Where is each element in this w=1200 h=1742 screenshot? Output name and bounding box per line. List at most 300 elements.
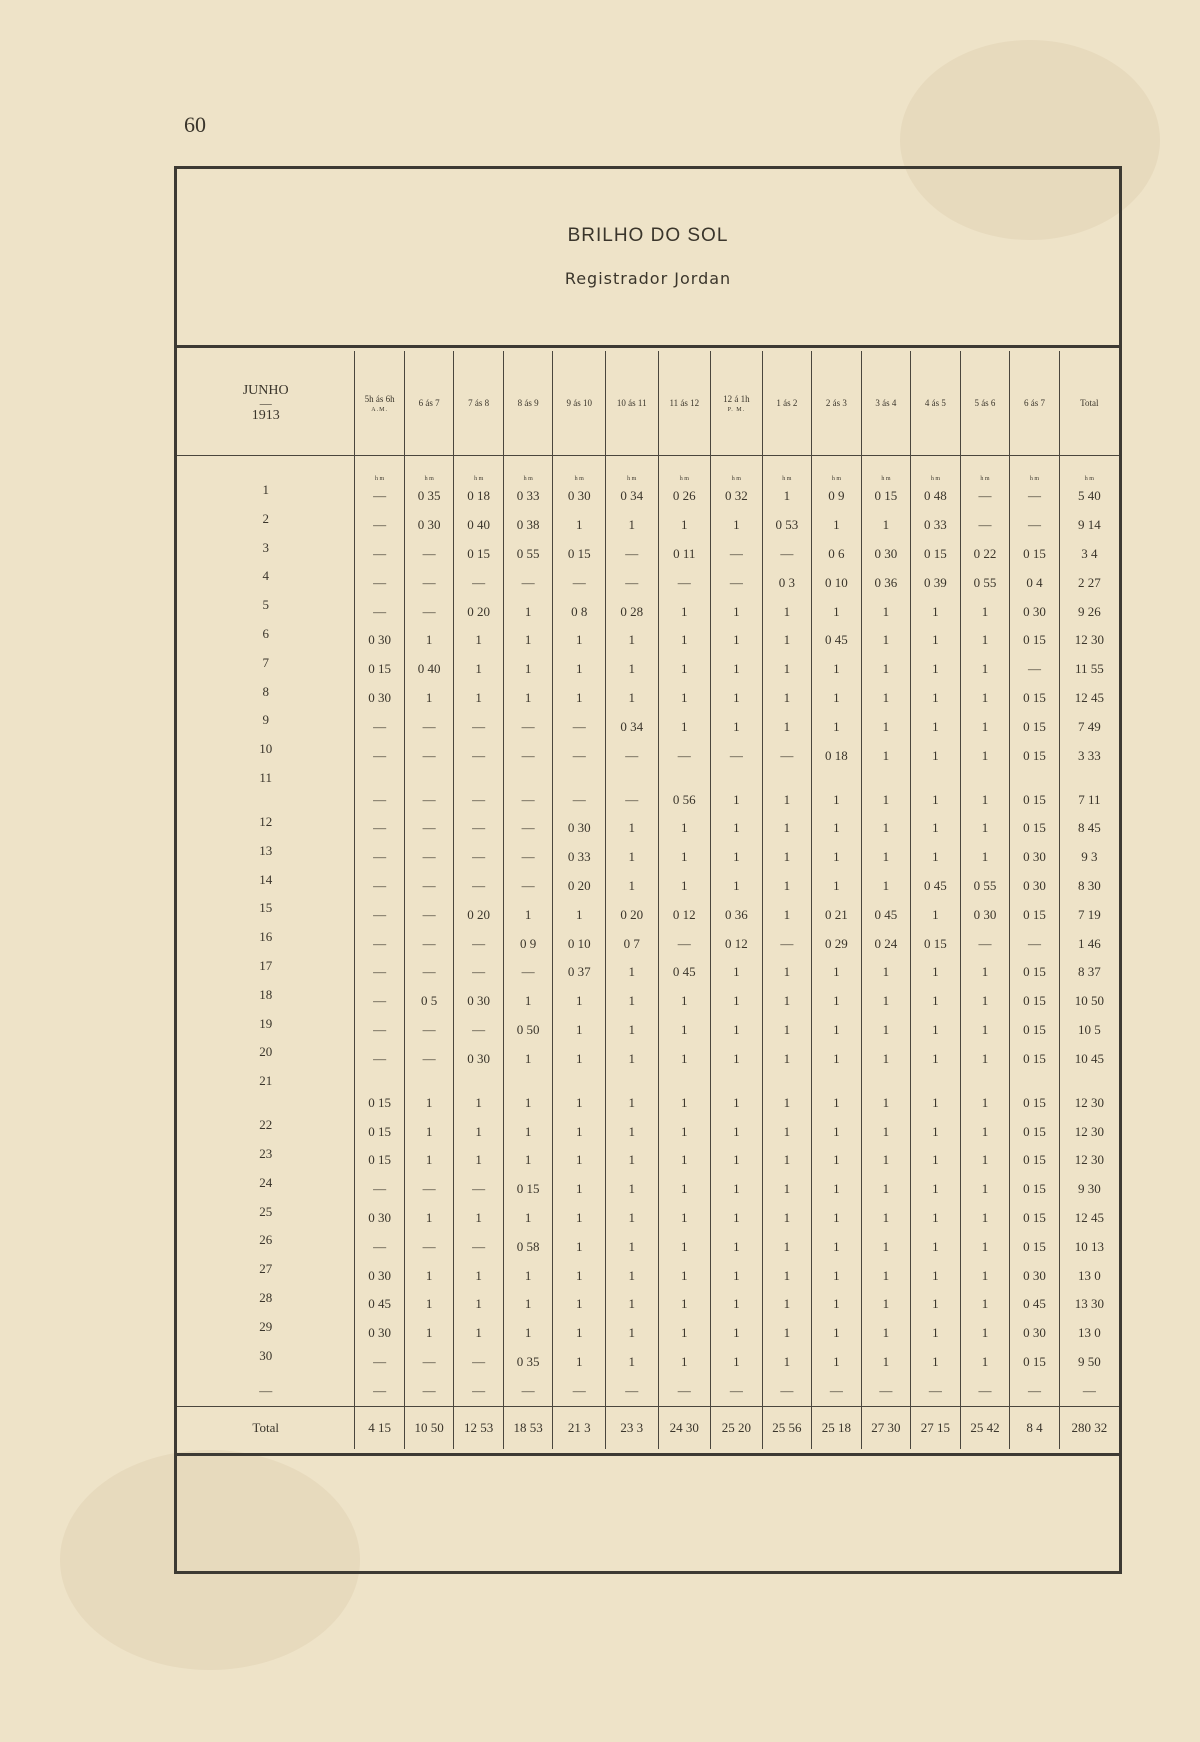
hour-cell: 1 [404, 1073, 454, 1117]
hour-cell: 1 [960, 1117, 1010, 1146]
hour-cell: 1 [762, 814, 812, 843]
day-number: 21 [259, 1073, 273, 1089]
hour-cell: 1 [503, 987, 553, 1016]
hour-cell: 1 [711, 655, 763, 684]
hour-cell: 0 15 [1010, 626, 1060, 655]
hour-cell: — [404, 741, 454, 770]
table-row [177, 655, 1119, 684]
hour-cell: — [605, 741, 658, 770]
hour-cell: 1 [711, 987, 763, 1016]
total-label: Total [177, 1407, 355, 1450]
hour-cell: 1 [503, 1319, 553, 1348]
hour-cell: 1 [658, 1175, 711, 1204]
hour-cell: 1 [454, 626, 504, 655]
hour-cell: 1 [812, 511, 862, 540]
row-total-cell: 12 45 [1059, 684, 1119, 713]
hour-cell: 1 [605, 987, 658, 1016]
hour-cell: — [355, 814, 405, 843]
hour-cell: 1 [960, 741, 1010, 770]
table-frame [174, 166, 1122, 1574]
hour-cell: 0 33 [911, 511, 961, 540]
hour-cell: 1 [658, 1290, 711, 1319]
hour-cell: — [454, 1232, 504, 1261]
hour-cell: 0 20 [454, 597, 504, 626]
hour-cell: — [762, 540, 812, 569]
dash-cell: — [355, 1376, 405, 1407]
hour-cell: 1 [605, 1261, 658, 1290]
hour-cell: 1 [762, 1204, 812, 1233]
grand-total-cell: 280 32 [1059, 1407, 1119, 1450]
hour-cell: 1 [503, 1204, 553, 1233]
hour-cell: 1 [762, 1261, 812, 1290]
hour-cell: — [503, 872, 553, 901]
hour-cell: 1 [762, 1232, 812, 1261]
hour-cell: 1 [861, 626, 911, 655]
hour-cell: — [404, 1175, 454, 1204]
hour-cell: 1 [553, 626, 606, 655]
hour-cell: 1 [762, 1319, 812, 1348]
hour-cell: 1 [454, 1146, 504, 1175]
table-row [177, 1175, 1119, 1204]
bottom-rule [177, 1453, 1119, 1456]
unit-label: h m [658, 456, 711, 483]
hour-cell: — [355, 1044, 405, 1073]
column-total-cell: 23 3 [605, 1407, 658, 1450]
hour-cell: 1 [454, 655, 504, 684]
dash-cell: — [658, 1376, 711, 1407]
dash-cell: — [960, 1376, 1010, 1407]
hour-cell: 1 [711, 1290, 763, 1319]
row-total-cell: 10 5 [1059, 1016, 1119, 1045]
hour-cell: 1 [404, 1319, 454, 1348]
hour-cell: 1 [711, 511, 763, 540]
table-row [177, 1044, 1119, 1073]
dash-cell: — [503, 1376, 553, 1407]
hour-cell: 1 [503, 1073, 553, 1117]
hour-cell: 0 20 [605, 900, 658, 929]
hour-cell: 1 [812, 1204, 862, 1233]
header-rule [177, 345, 1119, 348]
hour-cell: 0 40 [404, 655, 454, 684]
hour-cell: 1 [960, 1146, 1010, 1175]
hour-cell: — [404, 929, 454, 958]
hour-cell: 1 [605, 1319, 658, 1348]
row-total-cell: 12 30 [1059, 626, 1119, 655]
page-title: BRILHO DO SOL [567, 225, 729, 246]
dash-cell: — [861, 1376, 911, 1407]
hour-cell: 1 [605, 814, 658, 843]
hour-cell: 1 [812, 1319, 862, 1348]
hour-cell: 1 [658, 597, 711, 626]
hour-cell: 1 [605, 958, 658, 987]
table-row [177, 712, 1119, 741]
hour-cell: 1 [711, 1232, 763, 1261]
hour-cell: — [553, 741, 606, 770]
hour-cell: — [454, 741, 504, 770]
hour-cell: — [503, 958, 553, 987]
hour-cell: 1 [861, 958, 911, 987]
dash-cell: — [812, 1376, 862, 1407]
hour-cell: 1 [605, 511, 658, 540]
hour-cell: 1 [553, 511, 606, 540]
hour-cell: — [355, 597, 405, 626]
day-number: 22 [259, 1117, 273, 1133]
table-row [177, 1261, 1119, 1290]
day-number: 8 [262, 683, 269, 699]
hour-cell: 1 [404, 1146, 454, 1175]
row-total-cell: 12 30 [1059, 1117, 1119, 1146]
dash-cell: — [1010, 1376, 1060, 1407]
hour-cell: 1 [711, 597, 763, 626]
column-total-cell: 12 53 [454, 1407, 504, 1450]
hour-cell: 1 [658, 1232, 711, 1261]
hour-cell: 1 [605, 1175, 658, 1204]
hour-column-header [658, 351, 711, 456]
hour-cell: 1 [960, 597, 1010, 626]
hour-cell: — [404, 1016, 454, 1045]
hour-cell: 1 [404, 626, 454, 655]
hour-cell: 1 [711, 1117, 763, 1146]
hour-cell: — [454, 770, 504, 814]
hour-cell: 1 [861, 770, 911, 814]
hour-cell: 1 [861, 741, 911, 770]
hour-cell: 0 30 [454, 1044, 504, 1073]
hour-cell: — [355, 1232, 405, 1261]
hour-cell: 1 [762, 1290, 812, 1319]
hour-cell: 1 [762, 1348, 812, 1377]
hour-cell: — [503, 568, 553, 597]
hour-cell: — [1010, 929, 1060, 958]
day-number: 4 [262, 568, 269, 584]
day-number: 6 [262, 625, 269, 641]
row-total-cell: 8 45 [1059, 814, 1119, 843]
day-number: 25 [259, 1203, 273, 1219]
dash-cell: — [1059, 1376, 1119, 1407]
hour-cell: 0 9 [503, 929, 553, 958]
hour-cell: 1 [711, 843, 763, 872]
hour-cell: 0 15 [1010, 1175, 1060, 1204]
hour-cell: — [404, 1232, 454, 1261]
table-row [177, 929, 1119, 958]
hour-cell: 0 30 [553, 482, 606, 511]
hour-cell: 0 12 [658, 900, 711, 929]
hour-cell: 1 [605, 655, 658, 684]
hour-cell: 0 45 [355, 1290, 405, 1319]
hour-cell: 0 35 [404, 482, 454, 511]
day-number: 24 [259, 1174, 273, 1190]
unit-label: h m [911, 456, 961, 483]
hour-column-header [553, 351, 606, 456]
hour-cell: 1 [553, 1044, 606, 1073]
column-total-cell: 25 20 [711, 1407, 763, 1450]
hour-cell: 1 [812, 597, 862, 626]
table-row [177, 741, 1119, 770]
hour-cell: 0 11 [658, 540, 711, 569]
hour-cell: 1 [911, 1232, 961, 1261]
hour-cell: 1 [960, 684, 1010, 713]
hour-cell: 1 [553, 1016, 606, 1045]
hour-cell: 0 50 [503, 1016, 553, 1045]
hour-column-header [812, 351, 862, 456]
hour-cell: — [503, 843, 553, 872]
hour-cell: 1 [861, 511, 911, 540]
day-number: 1 [262, 482, 269, 497]
hour-cell: — [1010, 482, 1060, 511]
hour-cell: 1 [762, 626, 812, 655]
hour-column-header [503, 351, 553, 456]
hour-cell: 1 [454, 1319, 504, 1348]
hour-cell: — [404, 814, 454, 843]
month-label: JUNHO [242, 383, 289, 398]
hour-cell: 1 [658, 987, 711, 1016]
column-total-cell: 10 50 [404, 1407, 454, 1450]
unit-label: h m [1059, 456, 1119, 483]
hour-cell: — [605, 770, 658, 814]
hour-cell: 1 [454, 1290, 504, 1319]
table-row [177, 1232, 1119, 1261]
hour-cell: 1 [911, 597, 961, 626]
day-number: 14 [259, 871, 273, 887]
hour-cell: 1 [404, 1117, 454, 1146]
day-number: 26 [259, 1232, 273, 1248]
totals-row [177, 1407, 1119, 1450]
hour-cell: 1 [711, 684, 763, 713]
hour-cell: 1 [960, 655, 1010, 684]
hour-cell: 0 15 [1010, 900, 1060, 929]
hour-cell: 1 [812, 684, 862, 713]
day-number: 9 [262, 712, 269, 728]
hour-cell: 1 [553, 1290, 606, 1319]
column-total-cell: 24 30 [658, 1407, 711, 1450]
hour-cell: 1 [911, 1117, 961, 1146]
unit-label: h m [960, 456, 1010, 483]
column-total-cell: 27 15 [911, 1407, 961, 1450]
hour-cell: — [355, 568, 405, 597]
header-label: 4 ás 5 [924, 398, 946, 408]
hour-cell: — [960, 929, 1010, 958]
hour-cell: 0 15 [1010, 1146, 1060, 1175]
hour-cell: 1 [503, 1044, 553, 1073]
hour-cell: 1 [658, 712, 711, 741]
hour-cell: 0 38 [503, 511, 553, 540]
hour-cell: 1 [861, 1044, 911, 1073]
hour-cell: 0 6 [812, 540, 862, 569]
hour-cell: 0 4 [1010, 568, 1060, 597]
hour-cell: 1 [960, 1348, 1010, 1377]
day-number: 19 [259, 1015, 273, 1031]
hour-cell: 0 30 [1010, 1261, 1060, 1290]
hour-cell: 0 45 [1010, 1290, 1060, 1319]
hour-column-header [960, 351, 1010, 456]
hour-cell: 1 [404, 1290, 454, 1319]
hour-cell: 1 [658, 1016, 711, 1045]
unit-label: h m [605, 456, 658, 483]
row-total-cell: 13 0 [1059, 1319, 1119, 1348]
row-total-cell: 9 14 [1059, 511, 1119, 540]
hour-cell: 0 15 [1010, 540, 1060, 569]
column-total-cell: 25 56 [762, 1407, 812, 1450]
table-row [177, 958, 1119, 987]
hour-cell: 0 35 [503, 1348, 553, 1377]
hour-cell: 1 [454, 1261, 504, 1290]
hour-cell: — [355, 872, 405, 901]
hour-cell: 1 [911, 655, 961, 684]
day-number: 3 [262, 539, 269, 555]
column-total-cell: 21 3 [553, 1407, 606, 1450]
header-label: 9 ás 10 [566, 398, 592, 408]
unit-label: h m [454, 456, 504, 483]
hour-cell: 1 [658, 655, 711, 684]
hour-cell: — [711, 568, 763, 597]
hour-column-header [861, 351, 911, 456]
hour-cell: 1 [960, 987, 1010, 1016]
table-row [177, 1348, 1119, 1377]
hour-cell: 1 [960, 1175, 1010, 1204]
hour-cell: 1 [812, 1290, 862, 1319]
row-total-cell: 7 11 [1059, 770, 1119, 814]
hour-cell: 0 15 [1010, 684, 1060, 713]
hour-cell: 1 [404, 1204, 454, 1233]
hour-cell: 1 [960, 1232, 1010, 1261]
day-number: 17 [259, 957, 273, 973]
hour-cell: 1 [658, 626, 711, 655]
hour-cell: 0 26 [658, 482, 711, 511]
hour-cell: — [355, 1175, 405, 1204]
header-label: 7 ás 8 [468, 398, 490, 408]
hour-cell: — [503, 712, 553, 741]
hour-cell: 1 [960, 843, 1010, 872]
hour-cell: 0 30 [1010, 872, 1060, 901]
hour-cell: 1 [911, 987, 961, 1016]
unit-label: h m [404, 456, 454, 483]
dash-cell: — [259, 1383, 273, 1399]
hour-cell: 0 18 [454, 482, 504, 511]
unit-label: h m [355, 456, 405, 483]
hour-cell: 0 34 [605, 712, 658, 741]
day-number: 29 [259, 1318, 273, 1334]
hour-cell: 0 45 [812, 626, 862, 655]
hour-cell: 1 [911, 1044, 961, 1073]
hour-cell: 0 58 [503, 1232, 553, 1261]
table-row [177, 597, 1119, 626]
hour-cell: 1 [711, 1319, 763, 1348]
hour-cell: — [404, 1044, 454, 1073]
hour-cell: — [454, 958, 504, 987]
hour-cell: 1 [960, 814, 1010, 843]
hour-cell: 0 30 [355, 1204, 405, 1233]
table-row [177, 1319, 1119, 1348]
dash-cell: — [605, 1376, 658, 1407]
hour-cell: 1 [404, 684, 454, 713]
hour-cell: — [762, 741, 812, 770]
row-total-cell: 3 4 [1059, 540, 1119, 569]
hour-cell: 1 [960, 958, 1010, 987]
hour-cell: 0 15 [355, 1073, 405, 1117]
hour-cell: — [355, 482, 405, 511]
hour-cell: 1 [861, 1348, 911, 1377]
hour-cell: 1 [911, 712, 961, 741]
day-number: 15 [259, 900, 273, 916]
hour-cell: 0 33 [553, 843, 606, 872]
hour-cell: — [404, 540, 454, 569]
row-total-cell: 13 0 [1059, 1261, 1119, 1290]
hour-cell: 1 [861, 1290, 911, 1319]
unit-label: h m [711, 456, 763, 483]
hour-cell: — [454, 712, 504, 741]
hour-cell: 0 15 [1010, 1204, 1060, 1233]
hour-cell: 0 30 [454, 987, 504, 1016]
row-total-cell: 3 33 [1059, 741, 1119, 770]
hour-cell: 1 [861, 1261, 911, 1290]
hour-cell: 0 37 [553, 958, 606, 987]
hour-cell: 1 [812, 987, 862, 1016]
hour-cell: 1 [762, 1117, 812, 1146]
hour-cell: 1 [960, 1319, 1010, 1348]
hour-cell: 1 [762, 1016, 812, 1045]
table-row [177, 814, 1119, 843]
hour-cell: 0 30 [553, 814, 606, 843]
row-total-cell: 8 30 [1059, 872, 1119, 901]
hour-cell: 0 30 [355, 1261, 405, 1290]
table-row [177, 482, 1119, 511]
hour-cell: 1 [605, 1073, 658, 1117]
day-number: 7 [262, 654, 269, 670]
hour-cell: — [503, 770, 553, 814]
table-row [177, 843, 1119, 872]
hour-cell: — [355, 958, 405, 987]
total-column-header [1059, 351, 1119, 456]
dash-cell: — [553, 1376, 606, 1407]
row-total-cell: 10 45 [1059, 1044, 1119, 1073]
row-total-cell: 9 30 [1059, 1175, 1119, 1204]
hour-cell: 1 [812, 1117, 862, 1146]
hour-cell: 0 15 [1010, 712, 1060, 741]
hour-cell: 1 [911, 1073, 961, 1117]
hour-cell: — [711, 540, 763, 569]
hour-cell: 1 [911, 741, 961, 770]
hour-cell: 1 [503, 1290, 553, 1319]
hour-cell: 1 [503, 1146, 553, 1175]
table-row [177, 1016, 1119, 1045]
header-label: 5h ás 6h [364, 393, 395, 404]
row-total-cell: 7 49 [1059, 712, 1119, 741]
hour-cell: 1 [911, 684, 961, 713]
hour-cell: — [404, 843, 454, 872]
row-total-cell: 10 50 [1059, 987, 1119, 1016]
hour-cell: — [605, 568, 658, 597]
hour-cell: 1 [658, 814, 711, 843]
separator-row [177, 1376, 1119, 1407]
hour-cell: 1 [605, 1044, 658, 1073]
hour-cell: 1 [762, 987, 812, 1016]
hour-cell: 0 30 [861, 540, 911, 569]
hour-cell: 1 [861, 872, 911, 901]
column-total-cell: 4 15 [355, 1407, 405, 1450]
hour-cell: — [355, 929, 405, 958]
dash-cell: — [762, 1376, 812, 1407]
day-number: 13 [259, 842, 273, 858]
dash-cell: — [911, 1376, 961, 1407]
hour-cell: — [355, 741, 405, 770]
hour-cell: 1 [911, 1348, 961, 1377]
hour-cell: 0 3 [762, 568, 812, 597]
hour-cell: 1 [711, 1146, 763, 1175]
hour-cell: 0 48 [911, 482, 961, 511]
hour-cell: 0 30 [355, 626, 405, 655]
day-number: 18 [259, 986, 273, 1002]
column-total-cell: 25 18 [812, 1407, 862, 1450]
day-number: 27 [259, 1261, 273, 1277]
